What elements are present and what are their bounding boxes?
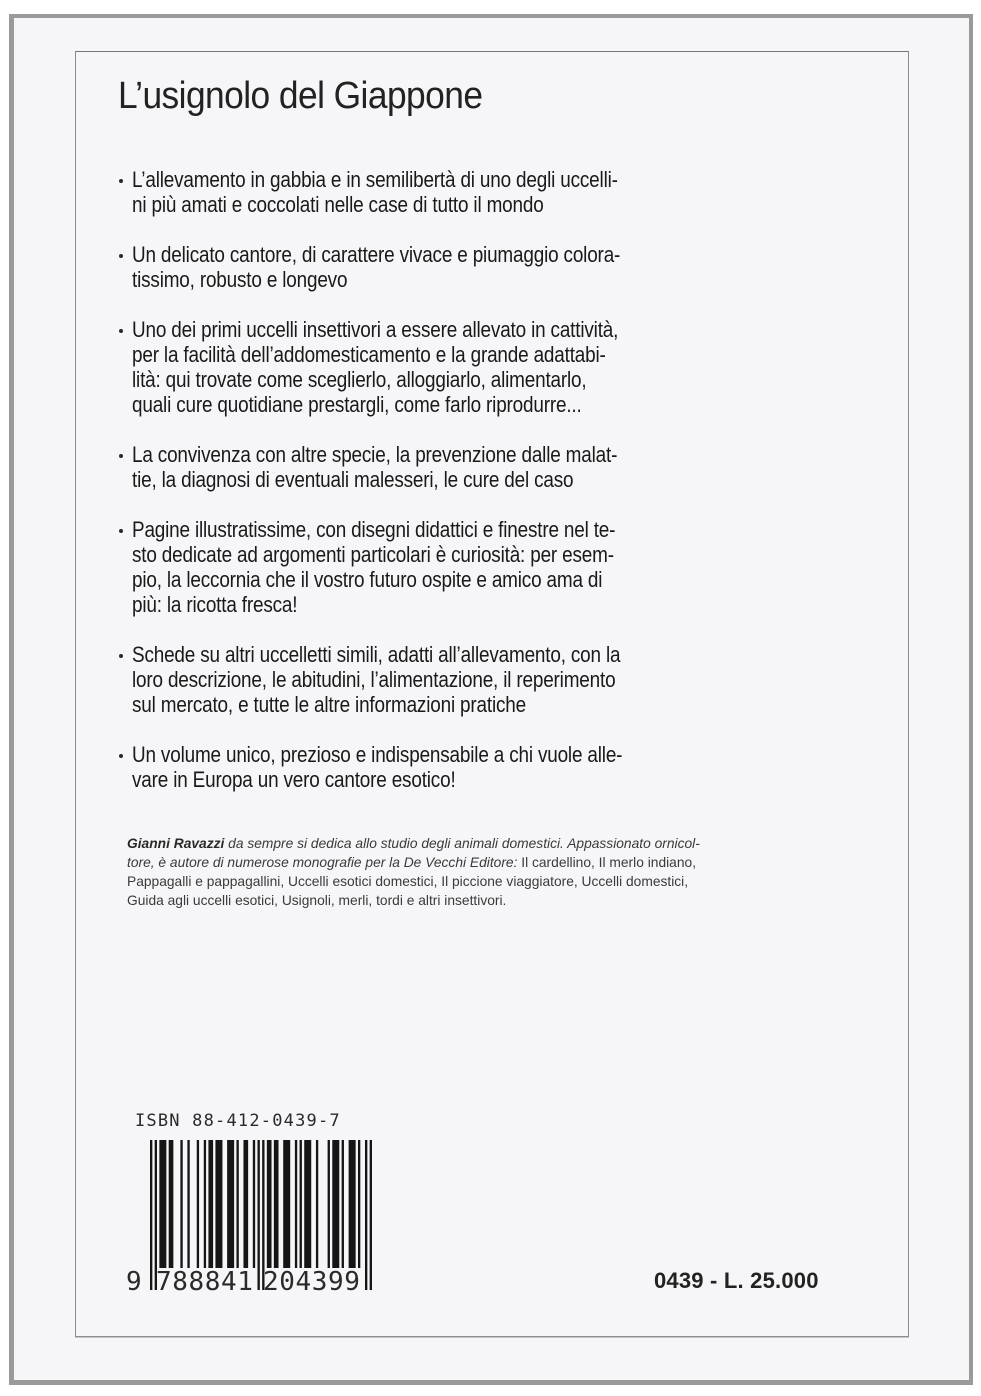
feature-bullet xyxy=(118,317,858,417)
bullet-text-line: Uno dei primi uccelli insettivori a essere allevato in cattività, xyxy=(132,317,619,342)
bullet-dot-icon xyxy=(119,754,123,758)
bullet-text-line: più: la ricotta fresca! xyxy=(132,592,298,617)
feature-bullet xyxy=(118,742,858,792)
bullet-text-line: Un volume unico, prezioso e indispensabile a chi vuole alle- xyxy=(132,742,623,767)
bullet-text-line: quali cure quotidiane prestargli, come farlo riprodurre... xyxy=(132,392,582,417)
ean-first-digit: 9 xyxy=(126,1267,143,1297)
bio-line-2: tore, è autore di numerose monografie per la De Vecchi Editore: Il cardellino, Il merlo indiano, xyxy=(127,854,697,870)
bullet-dot-icon xyxy=(119,654,123,658)
bullet-text-line: tissimo, robusto e longevo xyxy=(132,267,348,292)
feature-bullet xyxy=(118,167,858,217)
bullet-dot-icon xyxy=(119,529,123,533)
feature-bullet xyxy=(118,517,858,617)
bullet-text-line: ni più amati e coccolati nelle case di tutto il mondo xyxy=(132,192,544,217)
author-bio xyxy=(127,834,887,910)
feature-bullet xyxy=(118,442,858,492)
author-name: Gianni Ravazzi xyxy=(127,835,225,851)
bullet-text-line: Pagine illustratissime, con disegni didattici e finestre nel te- xyxy=(132,517,616,542)
bullet-text-line: sul mercato, e tutte le altre informazioni pratiche xyxy=(132,692,527,717)
bullet-text-line: vare in Europa un vero cantore esotico! xyxy=(132,767,456,792)
feature-bullet-list xyxy=(118,167,858,817)
bullet-text-line: Un delicato cantore, di carattere vivace e piumaggio colora- xyxy=(132,242,621,267)
bullet-text-line: tie, la diagnosi di eventuali malesseri, le cure del caso xyxy=(132,467,574,492)
bullet-text-line: sto dedicate ad argomenti particolari è curiosità: per esem- xyxy=(132,542,614,567)
feature-bullet xyxy=(118,642,858,717)
bio-line-3: Pappagalli e pappagallini, Uccelli esotici domestici, Il piccione viaggiatore, Uccelli domestici, xyxy=(127,873,689,889)
bullet-text-line: La convivenza con altre specie, la prevenzione dalle malat- xyxy=(132,442,618,467)
bullet-text-line: Schede su altri uccelletti simili, adatti all’allevamento, con la xyxy=(132,642,621,667)
bullet-dot-icon xyxy=(119,254,123,258)
bullet-dot-icon xyxy=(119,179,123,183)
price-label: 0439 - L. 25.000 xyxy=(654,1268,819,1293)
bio-line-1: Gianni Ravazzi da sempre si dedica allo studio degli animali domestici. Appassionato ornicol- xyxy=(127,835,700,851)
isbn-label: ISBN 88-412-0439-7 xyxy=(135,1111,341,1131)
bullet-dot-icon xyxy=(119,329,123,333)
bullet-text-line: L’allevamento in gabbia e in semilibertà di uno degli uccelli- xyxy=(132,167,618,192)
ean-right-digits: 204399 xyxy=(263,1267,361,1297)
bio-line-4: Guida agli uccelli esotici, Usignoli, merli, tordi e altri insettivori. xyxy=(127,892,507,908)
book-title: L’usignolo del Giappone xyxy=(118,75,483,117)
bullet-text-line: pio, la leccornia che il vostro futuro ospite e amico ama di xyxy=(132,567,603,592)
bullet-dot-icon xyxy=(119,454,123,458)
bullet-text-line: per la facilità dell’addomesticamento e la grande adattabi- xyxy=(132,342,606,367)
ean-left-digits: 788841 xyxy=(156,1267,254,1297)
bullet-text-line: lità: qui trovate come sceglierlo, alloggiarlo, alimentarlo, xyxy=(132,367,587,392)
feature-bullet xyxy=(118,242,858,292)
bullet-text-line: loro descrizione, le abitudini, l’alimentazione, il reperimento xyxy=(132,667,616,692)
